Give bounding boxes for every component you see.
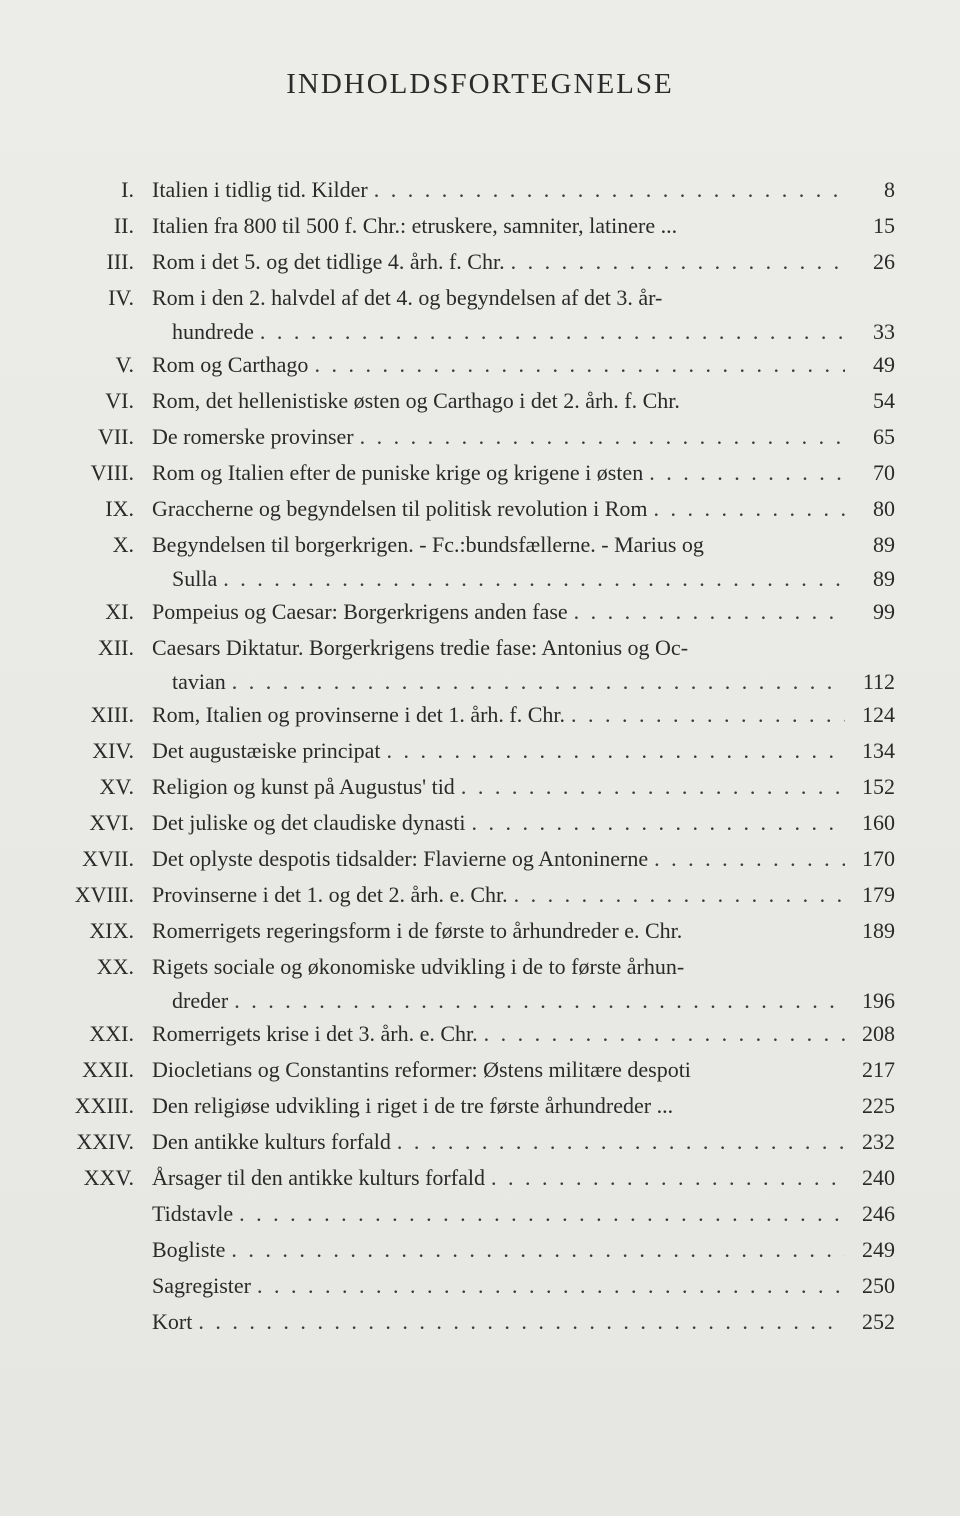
page-number: 49 (873, 352, 895, 377)
toc-entry (70, 455, 895, 491)
toc-entry-line (70, 280, 895, 316)
chapter-number: III. (106, 249, 134, 274)
dot-leader (391, 1124, 845, 1160)
page-number: 54 (873, 388, 895, 413)
chapter-title: Rom, Italien og provinserne i det 1. årh. f. Chr. (152, 702, 566, 727)
chapter-title: Romerrigets krise i det 3. årh. e. Chr. (152, 1021, 478, 1046)
toc-entry-line (70, 527, 895, 563)
toc-entry (70, 419, 895, 455)
toc-entry-line (70, 949, 895, 985)
dot-leader (465, 805, 845, 841)
chapter-number: VI. (105, 388, 134, 413)
chapter-number: II. (113, 213, 134, 238)
toc-entry (70, 949, 895, 1016)
chapter-number: XI. (105, 599, 134, 624)
toc-entry-continuation (70, 666, 895, 697)
page-number: 124 (862, 702, 895, 727)
toc-entry (70, 1160, 895, 1196)
dot-leader (192, 1304, 845, 1340)
chapter-number: XV. (99, 774, 134, 799)
page-number: 246 (862, 1201, 895, 1226)
dot-leader (505, 244, 845, 280)
page-number: 65 (873, 424, 895, 449)
page-number: 89 (873, 532, 895, 557)
toc-entry (70, 769, 895, 805)
chapter-title: Religion og kunst på Augustus' tid (152, 774, 455, 799)
toc-entry (70, 280, 895, 347)
toc-entry-line (70, 769, 895, 805)
page-number: 70 (873, 460, 895, 485)
toc-entry-line (70, 1304, 895, 1340)
dot-leader (455, 769, 845, 805)
dot-leader (368, 172, 845, 208)
page-number: 80 (873, 496, 895, 521)
chapter-title: Italien fra 800 til 500 f. Chr.: etruskere, samniter, latinere ... (152, 213, 678, 238)
toc-entry (70, 1088, 895, 1124)
toc-entry-line (70, 419, 895, 455)
toc-entry (70, 1232, 895, 1268)
chapter-title: Italien i tidlig tid. Kilder (152, 177, 368, 202)
toc-entry-line (70, 1016, 895, 1052)
toc-entry-line (70, 594, 895, 630)
toc-entry-line (70, 1232, 895, 1268)
toc-entry (70, 244, 895, 280)
chapter-title: Rom og Italien efter de puniske krige og krigene i østen (152, 460, 644, 485)
chapter-title: Det augustæiske principat (152, 738, 381, 763)
dot-leader (478, 1016, 845, 1052)
chapter-number: XXIII. (74, 1093, 134, 1118)
chapter-title: Sulla (172, 566, 218, 591)
dot-leader (217, 563, 845, 594)
chapter-title: Rom og Carthago (152, 352, 309, 377)
chapter-title: Provinserne i det 1. og det 2. årh. e. Chr. (152, 882, 508, 907)
dot-leader (233, 1196, 845, 1232)
page-number: 160 (862, 810, 895, 835)
page-number: 15 (873, 213, 895, 238)
dot-leader (225, 1232, 845, 1268)
chapter-title: Det oplyste despotis tidsalder: Flavierne og Antoninerne (152, 846, 649, 871)
chapter-title: Bogliste (152, 1237, 226, 1262)
page-number: 26 (873, 249, 895, 274)
chapter-title: Rom i den 2. halvdel af det 4. og begyndelsen af det 3. år- (152, 285, 663, 310)
toc-entry (70, 527, 895, 594)
toc-entry (70, 594, 895, 630)
chapter-number: XXV. (83, 1165, 134, 1190)
toc-entry (70, 630, 895, 697)
toc-entry-line (70, 630, 895, 666)
chapter-title: Den antikke kulturs forfald (152, 1129, 391, 1154)
page-number: 179 (862, 882, 895, 907)
chapter-number: VIII. (90, 460, 134, 485)
chapter-number: I. (121, 177, 134, 202)
chapter-number: VII. (97, 424, 134, 449)
toc-entry-line (70, 1052, 895, 1088)
chapter-number: XXII. (82, 1057, 134, 1082)
dot-leader (254, 316, 845, 347)
chapter-number: XXIV. (76, 1129, 134, 1154)
chapter-number: XIX. (89, 918, 134, 943)
toc-entry-line (70, 491, 895, 527)
page-number: 249 (862, 1237, 895, 1262)
toc-entry-line (70, 877, 895, 913)
chapter-number: V. (115, 352, 134, 377)
chapter-number: XXI. (89, 1021, 134, 1046)
page-number: 99 (873, 599, 895, 624)
page-number: 8 (884, 177, 895, 202)
toc-entry-line (70, 1124, 895, 1160)
toc-entry-line (70, 1160, 895, 1196)
toc-entry (70, 841, 895, 877)
toc-entry-line (70, 383, 895, 419)
toc-entry (70, 1196, 895, 1232)
toc-entry (70, 1052, 895, 1088)
page-number: 152 (862, 774, 895, 799)
chapter-number: XII. (97, 635, 134, 660)
toc-entry-line (70, 805, 895, 841)
chapter-number: XVI. (89, 810, 134, 835)
page-number: 170 (862, 846, 895, 871)
chapter-number: XVII. (82, 846, 134, 871)
toc-entry-line (70, 841, 895, 877)
dot-leader (565, 697, 845, 733)
dot-leader (381, 733, 845, 769)
page-number: 252 (862, 1309, 895, 1334)
chapter-title: Diocletians og Constantins reformer: Østens militære despoti (152, 1057, 691, 1082)
table-of-contents (70, 172, 895, 1340)
chapter-number: XX. (96, 954, 134, 979)
chapter-title: Tidstavle (152, 1201, 234, 1226)
toc-entry-line (70, 1088, 895, 1124)
toc-entry (70, 347, 895, 383)
chapter-title: Kort (152, 1309, 193, 1334)
page-number: 196 (862, 988, 895, 1013)
toc-entry (70, 208, 895, 244)
chapter-title: Sagregister (152, 1273, 251, 1298)
toc-entry (70, 877, 895, 913)
toc-entry-continuation (70, 563, 895, 594)
chapter-title: Årsager til den antikke kulturs forfald (152, 1165, 485, 1190)
toc-entry (70, 805, 895, 841)
page-number: 134 (862, 738, 895, 763)
chapter-title: Den religiøse udvikling i riget i de tre første århundreder ... (152, 1093, 674, 1118)
toc-entry-line (70, 208, 895, 244)
chapter-title: Rigets sociale og økonomiske udvikling i de to første århun- (152, 954, 685, 979)
page-number: 232 (862, 1129, 895, 1154)
dot-leader (568, 594, 845, 630)
toc-entry-line (70, 1268, 895, 1304)
page-number: 208 (862, 1021, 895, 1046)
dot-leader (508, 877, 845, 913)
chapter-title: dreder (172, 988, 229, 1013)
chapter-title: Romerrigets regeringsform i de første to århundreder e. Chr. (152, 918, 683, 943)
dot-leader (354, 419, 845, 455)
toc-entry-line (70, 697, 895, 733)
toc-entry (70, 913, 895, 949)
chapter-title: Det juliske og det claudiske dynasti (152, 810, 466, 835)
page-number: 250 (862, 1273, 895, 1298)
chapter-title: De romerske provinser (152, 424, 354, 449)
dot-leader (643, 455, 845, 491)
toc-entry (70, 1268, 895, 1304)
page-number: 33 (873, 319, 895, 344)
toc-entry-line (70, 347, 895, 383)
dot-leader (485, 1160, 845, 1196)
toc-entry (70, 733, 895, 769)
chapter-number: XIII. (90, 702, 134, 727)
toc-entry-line (70, 455, 895, 491)
chapter-title: Graccherne og begyndelsen til politisk revolution i Rom (152, 496, 648, 521)
chapter-title: Rom, det hellenistiske østen og Carthago i det 2. årh. f. Chr. (152, 388, 680, 413)
chapter-title: Begyndelsen til borgerkrigen. - Fc.:bundsfællerne. - Marius og (152, 532, 704, 557)
page-title: INDHOLDSFORTEGNELSE (286, 68, 674, 100)
chapter-number: IV. (108, 285, 134, 310)
toc-entry (70, 491, 895, 527)
page-number: 189 (862, 918, 895, 943)
toc-entry-line (70, 1196, 895, 1232)
toc-entry (70, 383, 895, 419)
page-number: 89 (873, 566, 895, 591)
dot-leader (251, 1268, 845, 1304)
toc-entry (70, 697, 895, 733)
page-number: 112 (862, 669, 895, 694)
toc-entry-line (70, 913, 895, 949)
dot-leader (308, 347, 845, 383)
toc-entry-line (70, 172, 895, 208)
toc-entry (70, 1124, 895, 1160)
chapter-title: Pompeius og Caesar: Borgerkrigens anden fase (152, 599, 568, 624)
dot-leader (648, 841, 845, 877)
chapter-number: XIV. (92, 738, 134, 763)
toc-entry-continuation (70, 985, 895, 1016)
toc-entry-line (70, 244, 895, 280)
dot-leader (648, 491, 845, 527)
chapter-title: hundrede (172, 319, 254, 344)
page-number: 225 (862, 1093, 895, 1118)
chapter-number: XVIII. (74, 882, 134, 907)
toc-entry (70, 1016, 895, 1052)
dot-leader (226, 666, 845, 697)
page-number: 217 (862, 1057, 895, 1082)
toc-entry (70, 172, 895, 208)
toc-entry-continuation (70, 316, 895, 347)
chapter-number: X. (112, 532, 134, 557)
chapter-title: tavian (172, 669, 226, 694)
page-number: 240 (862, 1165, 895, 1190)
dot-leader (228, 985, 845, 1016)
chapter-title: Rom i det 5. og det tidlige 4. årh. f. Chr. (152, 249, 505, 274)
chapter-number: IX. (105, 496, 134, 521)
toc-entry (70, 1304, 895, 1340)
toc-entry-line (70, 733, 895, 769)
chapter-title: Caesars Diktatur. Borgerkrigens tredie fase: Antonius og Oc- (152, 635, 689, 660)
